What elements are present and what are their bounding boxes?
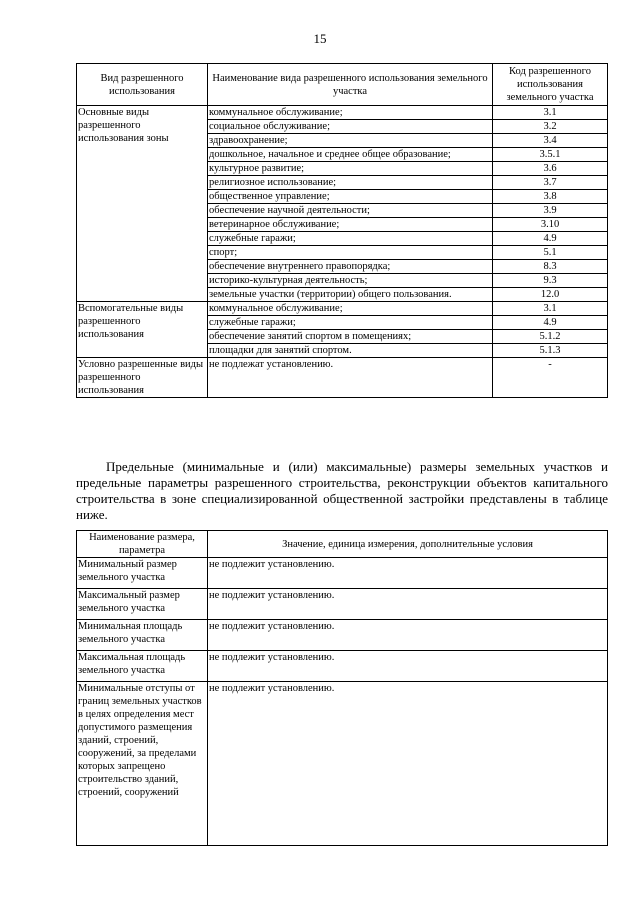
table-header-row bbox=[77, 64, 608, 106]
table-row bbox=[77, 302, 608, 316]
use-code: 3.8 bbox=[493, 190, 608, 204]
use-name: дошкольное, начальное и среднее общее образование; bbox=[208, 148, 493, 162]
use-name: служебные гаражи; bbox=[208, 316, 493, 330]
use-code: 5.1 bbox=[493, 246, 608, 260]
use-code: 3.7 bbox=[493, 176, 608, 190]
table-header-row bbox=[77, 531, 608, 558]
use-name: ветеринарное обслуживание; bbox=[208, 218, 493, 232]
parameters-table bbox=[76, 530, 608, 846]
column-header-use-name: Наименование вида разрешенного использования земельного участка bbox=[208, 64, 493, 106]
use-code: 5.1.2 bbox=[493, 330, 608, 344]
use-name: коммунальное обслуживание; bbox=[208, 106, 493, 120]
table-row bbox=[77, 589, 608, 620]
use-name: здравоохранение; bbox=[208, 134, 493, 148]
use-code: 3.1 bbox=[493, 106, 608, 120]
group-label-auxiliary: Вспомогательные виды разрешенного использования bbox=[77, 302, 208, 358]
column-header-use-type: Вид разрешенного использования bbox=[77, 64, 208, 106]
use-name: обеспечение занятий спортом в помещениях; bbox=[208, 330, 493, 344]
permitted-use-table bbox=[76, 63, 608, 398]
use-name: общественное управление; bbox=[208, 190, 493, 204]
use-code: 3.2 bbox=[493, 120, 608, 134]
use-code: 4.9 bbox=[493, 232, 608, 246]
parameter-value: не подлежит установлению. bbox=[208, 682, 608, 846]
parameter-name: Максимальный размер земельного участка bbox=[77, 589, 208, 620]
table-row bbox=[77, 682, 608, 846]
table-row bbox=[77, 651, 608, 682]
use-code: 4.9 bbox=[493, 316, 608, 330]
use-code: - bbox=[493, 358, 608, 398]
use-name: не подлежат установлению. bbox=[208, 358, 493, 398]
parameter-value: не подлежит установлению. bbox=[208, 589, 608, 620]
use-name: религиозное использование; bbox=[208, 176, 493, 190]
page-number: 15 bbox=[313, 31, 327, 46]
parameter-value: не подлежит установлению. bbox=[208, 651, 608, 682]
use-code: 3.9 bbox=[493, 204, 608, 218]
group-label-main: Основные виды разрешенного использования зоны bbox=[77, 106, 208, 302]
table-row bbox=[77, 358, 608, 398]
use-name: историко-культурная деятельность; bbox=[208, 274, 493, 288]
use-name: спорт; bbox=[208, 246, 493, 260]
use-code: 3.10 bbox=[493, 218, 608, 232]
column-header-parameter: Наименование размера, параметра bbox=[77, 531, 208, 558]
use-name: земельные участки (территории) общего пользования. bbox=[208, 288, 493, 302]
parameter-name: Минимальные отступы от границ земельных участков в целях определения мест допустимого размещения зданий, строений, сооружений, за пределами которых запрещено строительство зданий, строений, сооружений bbox=[77, 682, 208, 846]
use-name: обеспечение научной деятельности; bbox=[208, 204, 493, 218]
body-paragraph: Предельные (минимальные и (или) максимальные) размеры земельных участков и предельные параметры разрешенного строительства, реконструкции объектов капитального строительства в зоне специализированной общественной застройки представлены в таблице ниже. bbox=[76, 459, 608, 522]
use-code: 3.5.1 bbox=[493, 148, 608, 162]
use-code: 3.4 bbox=[493, 134, 608, 148]
table-row bbox=[77, 620, 608, 651]
use-name: площадки для занятий спортом. bbox=[208, 344, 493, 358]
column-header-value: Значение, единица измерения, дополнительные условия bbox=[208, 531, 608, 558]
use-code: 5.1.3 bbox=[493, 344, 608, 358]
parameter-value: не подлежит установлению. bbox=[208, 620, 608, 651]
parameter-name: Максимальная площадь земельного участка bbox=[77, 651, 208, 682]
use-name: коммунальное обслуживание; bbox=[208, 302, 493, 316]
use-name: социальное обслуживание; bbox=[208, 120, 493, 134]
use-name: культурное развитие; bbox=[208, 162, 493, 176]
group-label-conditional: Условно разрешенные виды разрешенного использования bbox=[77, 358, 208, 398]
use-code: 8.3 bbox=[493, 260, 608, 274]
parameter-name: Минимальная площадь земельного участка bbox=[77, 620, 208, 651]
table-row bbox=[77, 558, 608, 589]
use-code: 3.1 bbox=[493, 302, 608, 316]
parameter-name: Минимальный размер земельного участка bbox=[77, 558, 208, 589]
use-name: обеспечение внутреннего правопорядка; bbox=[208, 260, 493, 274]
use-code: 3.6 bbox=[493, 162, 608, 176]
use-name: служебные гаражи; bbox=[208, 232, 493, 246]
column-header-use-code: Код разрешенного использования земельного участка bbox=[493, 64, 608, 106]
table-row bbox=[77, 106, 608, 120]
parameter-value: не подлежит установлению. bbox=[208, 558, 608, 589]
use-code: 9.3 bbox=[493, 274, 608, 288]
use-code: 12.0 bbox=[493, 288, 608, 302]
